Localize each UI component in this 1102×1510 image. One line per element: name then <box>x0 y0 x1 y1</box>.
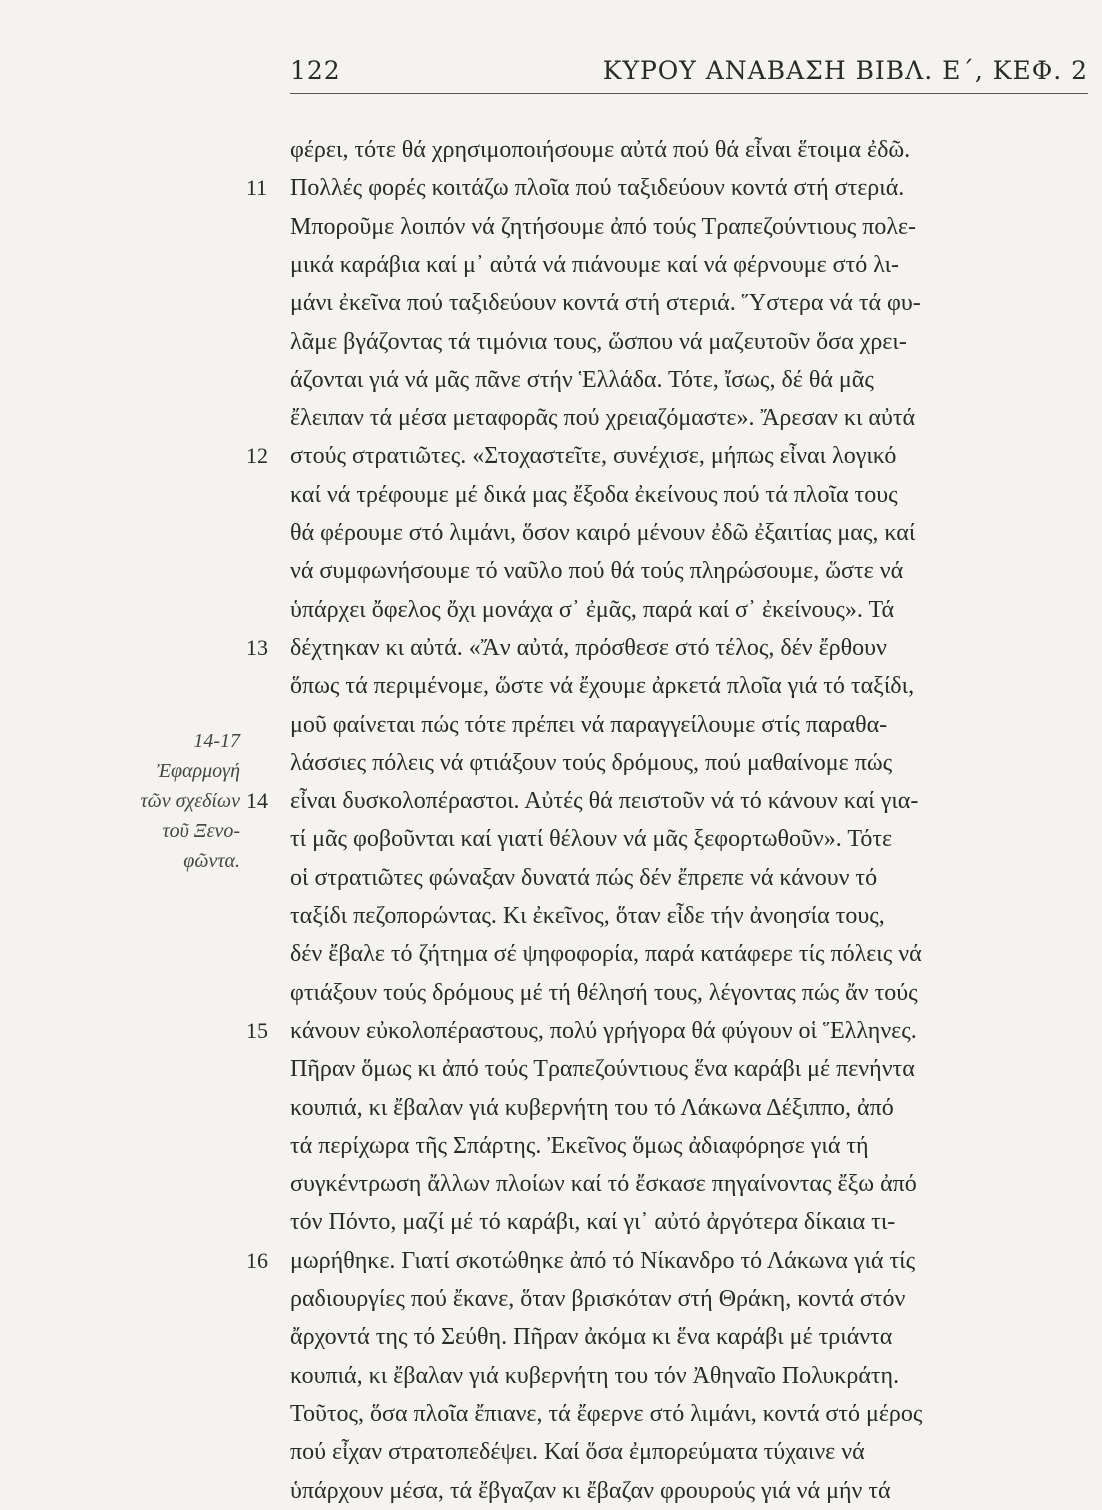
header-rule <box>290 93 1088 94</box>
text-line: ταξίδι πεζοπορώντας. Κι ἐκεῖνος, ὅταν εἶδε τήν ἀνοησία τους, <box>290 903 885 929</box>
text-line: τόν Πόντο, μαζί μέ τό καράβι, καί γι᾽ αὐτό ἀργότερα δίκαια τι- <box>290 1209 896 1236</box>
text-line: μοῦ φαίνεται πώς τότε πρέπει νά παραγγείλουμε στίς παραθα- <box>290 711 888 738</box>
text-line: λᾶμε βγάζοντας τά τιμόνια τους, ὥσπου νά μαζευτοῦν ὅσα χρει- <box>290 328 907 355</box>
text-line: ραδιουργίες πού ἔκανε, ὅταν βρισκόταν στή Θράκη, κοντά στόν <box>290 1286 906 1312</box>
text-line: ἔλειπαν τά μέσα μεταφορᾶς πού χρειαζόμαστε». Ἄρεσαν κι αὐτά <box>290 405 916 432</box>
text-line: τά περίχωρα τῆς Σπάρτης. Ἐκεῖνος ὅμως ἀδιαφόρησε γιά τή <box>290 1132 869 1159</box>
text-line: κάνουν εὐκολοπέραστους, πολύ γρήγορα θά φύγουν οἱ Ἕλληνες. <box>290 1017 917 1044</box>
section-number: 13 <box>246 634 268 660</box>
page-number: 122 <box>290 56 341 85</box>
margin-note-line: τῶν σχεδίων <box>140 790 240 812</box>
text-line: ἄρχοντά της τό Σεύθη. Πῆραν ἀκόμα κι ἕνα καράβι μέ τριάντα <box>290 1324 893 1351</box>
text-line: λάσσιες πόλεις νά φτιάξουν τούς δρόμους, πού μαθαίνομε πώς <box>290 749 893 776</box>
section-number: 11 <box>246 175 268 201</box>
running-title: ΚΥΡΟΥ ΑΝΑΒΑΣΗ ΒΙΒΛ. Ε΄, ΚΕΦ. 2 <box>602 56 1088 85</box>
text-line: Πῆραν ὅμως κι ἀπό τούς Τραπεζούντιους ἕνα καράβι μέ πενήντα <box>290 1056 915 1083</box>
section-number: 12 <box>246 443 268 469</box>
text-line: δέν ἔβαλε τό ζήτημα σέ ψηφοφορία, παρά κατάφερε τίς πόλεις νά <box>290 941 922 968</box>
text-line: θά φέρουμε στό λιμάνι, ὅσον καιρό μένουν ἐδῶ ἐξαιτίας μας, καί <box>290 520 916 546</box>
text-line: ὑπάρχει ὄφελος ὄχι μονάχα σ᾽ ἐμᾶς, παρά καί σ᾽ ἐκείνους». Τά <box>290 596 895 623</box>
section-number: 16 <box>246 1247 268 1273</box>
text-line: Μποροῦμε λοιπόν νά ζητήσουμε ἀπό τούς Τραπεζούντιους πολε- <box>290 213 917 240</box>
section-number: 15 <box>246 1017 268 1043</box>
text-line: μάνι ἐκεῖνα πού ταξιδεύουν κοντά στή στεριά. Ὕστερα νά τά φυ- <box>290 290 921 317</box>
text-line: φτιάξουν τούς δρόμους μέ τή θέλησή τους, λέγοντας πώς ἄν τούς <box>290 979 918 1006</box>
text-line: μωρήθηκε. Γιατί σκοτώθηκε ἀπό τό Νίκανδρο τό Λάκωνα γιά τίς <box>290 1247 916 1274</box>
margin-note-line: φῶντα. <box>183 850 240 872</box>
page-header <box>290 56 1090 90</box>
text-line: πού εἶχαν στρατοπεδέψει. Καί ὅσα ἐμπορεύματα τύχαινε νά <box>290 1439 865 1466</box>
text-line: ὅπως τά περιμένομε, ὥστε νά ἔχουμε ἀρκετά πλοῖα γιά τό ταξίδι, <box>290 673 915 700</box>
text-line: οἱ στρατιῶτες φώναξαν δυνατά πώς δέν ἔπρεπε νά κάνουν τό <box>290 864 878 891</box>
text-line: Πολλές φορές κοιτάζω πλοῖα πού ταξιδεύουν κοντά στή στεριά. <box>290 175 905 202</box>
margin-note <box>100 726 240 876</box>
text-line: καί νά τρέφουμε μέ δικά μας ἔξοδα ἐκείνους πού τά πλοῖα τους <box>290 481 898 508</box>
text-line: δέχτηκαν κι αὐτά. «Ἄν αὐτά, πρόσθεσε στό τέλος, δέν ἔρθουν <box>290 634 887 661</box>
section-number: 14 <box>246 788 268 814</box>
text-line: κουπιά, κι ἔβαλαν γιά κυβερνήτη του τόν Ἀθηναῖο Πολυκράτη. <box>290 1362 900 1389</box>
text-line: άζονται γιά νά μᾶς πᾶνε στήν Ἑλλάδα. Τότε, ἴσως, δέ θά μᾶς <box>290 366 874 393</box>
text-line: φέρει, τότε θά χρησιμοποιήσουμε αὐτά πού θά εἶναι ἕτοιμα ἐδῶ. <box>290 137 911 163</box>
text-line: νά συμφωνήσουμε τό ναῦλο πού θά τούς πληρώσουμε, ὥστε νά <box>290 558 904 585</box>
text-line: κουπιά, κι ἔβαλαν γιά κυβερνήτη του τό Λάκωνα Δέξιππο, ἀπό <box>290 1094 894 1121</box>
margin-note-line: Ἐφαρμογή <box>156 760 240 782</box>
margin-note-line: 14-17 <box>193 730 240 752</box>
text-line: συγκέντρωση ἄλλων πλοίων καί τό ἔσκασε πηγαίνοντας ἔξω ἀπό <box>290 1171 917 1198</box>
margin-note-line: τοῦ Ξενο- <box>162 820 240 842</box>
text-line: Τοῦτος, ὅσα πλοῖα ἔπιανε, τά ἔφερνε στό λιμάνι, κοντά στό μέρος <box>290 1400 923 1427</box>
text-line: στούς στρατιῶτες. «Στοχαστεῖτε, συνέχισε, μήπως εἶναι λογικό <box>290 443 897 470</box>
text-line: τί μᾶς φοβοῦνται καί γιατί θέλουν νά μᾶς ξεφορτωθοῦν». Τότε <box>290 826 893 853</box>
text-line: μικά καράβια καί μ᾽ αὐτά νά πιάνουμε καί νά φέρνουμε στό λι- <box>290 251 900 278</box>
text-line: ὑπάρχουν μέσα, τά ἔβγαζαν κι ἔβαζαν φρουρούς γιά νά μήν τά <box>290 1477 891 1504</box>
text-line: εἶναι δυσκολοπέραστοι. Αὐτές θά πειστοῦν νά τό κάνουν καί για- <box>290 788 919 815</box>
